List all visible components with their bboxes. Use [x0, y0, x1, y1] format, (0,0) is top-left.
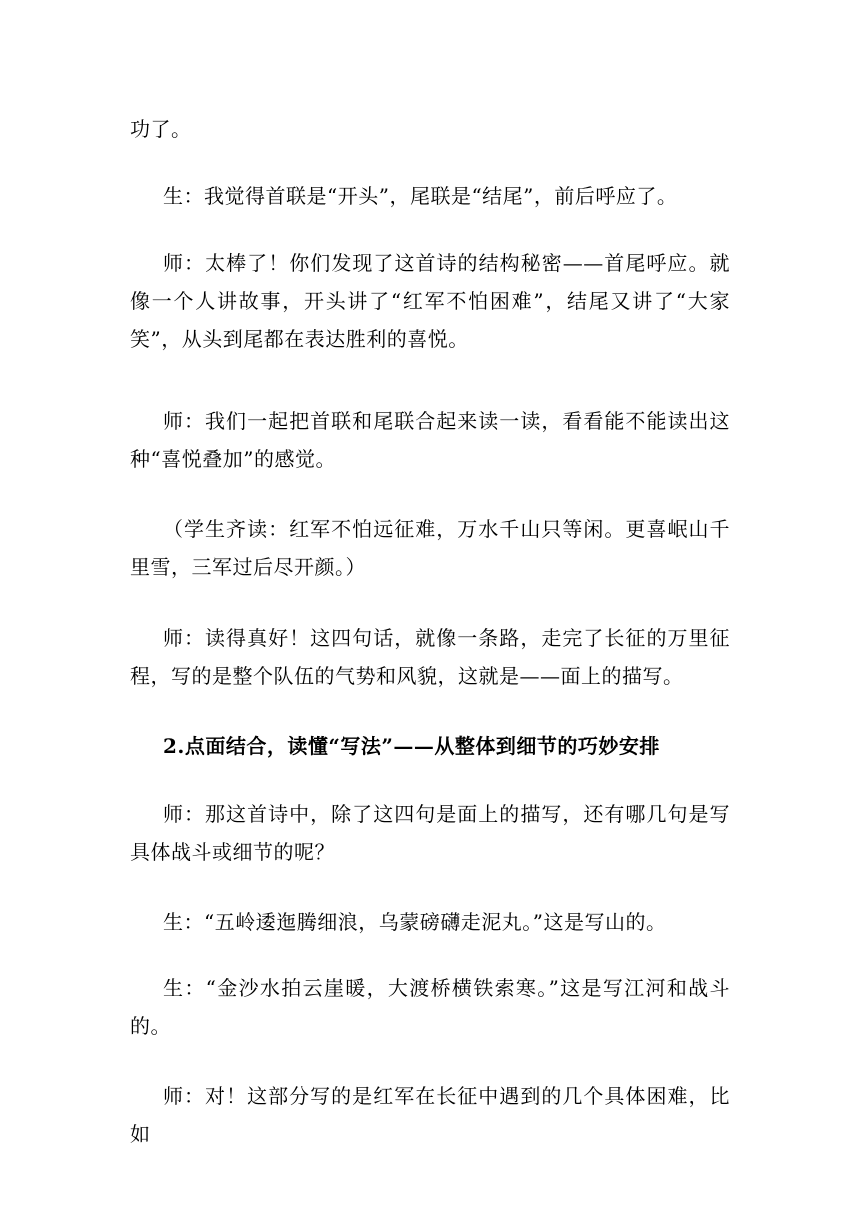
paragraph-student-3: 生：“金沙水拍云崖暖，大渡桥横铁索寒。”这是写江河和战斗的。	[130, 976, 730, 1038]
paragraph-teacher-5: 师：对！这部分写的是红军在长征中遇到的几个具体困难，比如	[130, 1084, 730, 1146]
section-heading: 2.点面结合，读懂“写法”——从整体到细节的巧妙安排	[163, 734, 660, 758]
paragraph-teacher-1: 师：太棒了！你们发现了这首诗的结构秘密——首尾呼应。就像一个人讲故事，开头讲了“红军不怕困难”，结尾又讲了“大家笑”，从头到尾都在表达胜利的喜悦。	[130, 251, 730, 351]
paragraph-teacher-2: 师：我们一起把首联和尾联合起来读一读，看看能不能读出这种“喜悦叠加”的感觉。	[130, 409, 730, 471]
paragraph-teacher-3: 师：读得真好！这四句话，就像一条路，走完了长征的万里征程，写的是整个队伍的气势和风貌，这就是——面上的描写。	[130, 626, 730, 688]
paragraph-student-2: 生：“五岭逶迤腾细浪，乌蒙磅礴走泥丸。”这是写山的。	[163, 910, 667, 934]
paragraph-teacher-4: 师：那这首诗中，除了这四句是面上的描写，还有哪几句是写具体战斗或细节的呢？	[130, 802, 730, 864]
paragraph-continuation: 功了。	[130, 117, 192, 141]
paragraph-student-reading: （学生齐读：红军不怕远征难，万水千山只等闲。更喜岷山千里雪，三军过后尽开颜。）	[130, 517, 730, 579]
paragraph-student-1: 生：我觉得首联是“开头”，尾联是“结尾”，前后呼应了。	[163, 184, 678, 208]
